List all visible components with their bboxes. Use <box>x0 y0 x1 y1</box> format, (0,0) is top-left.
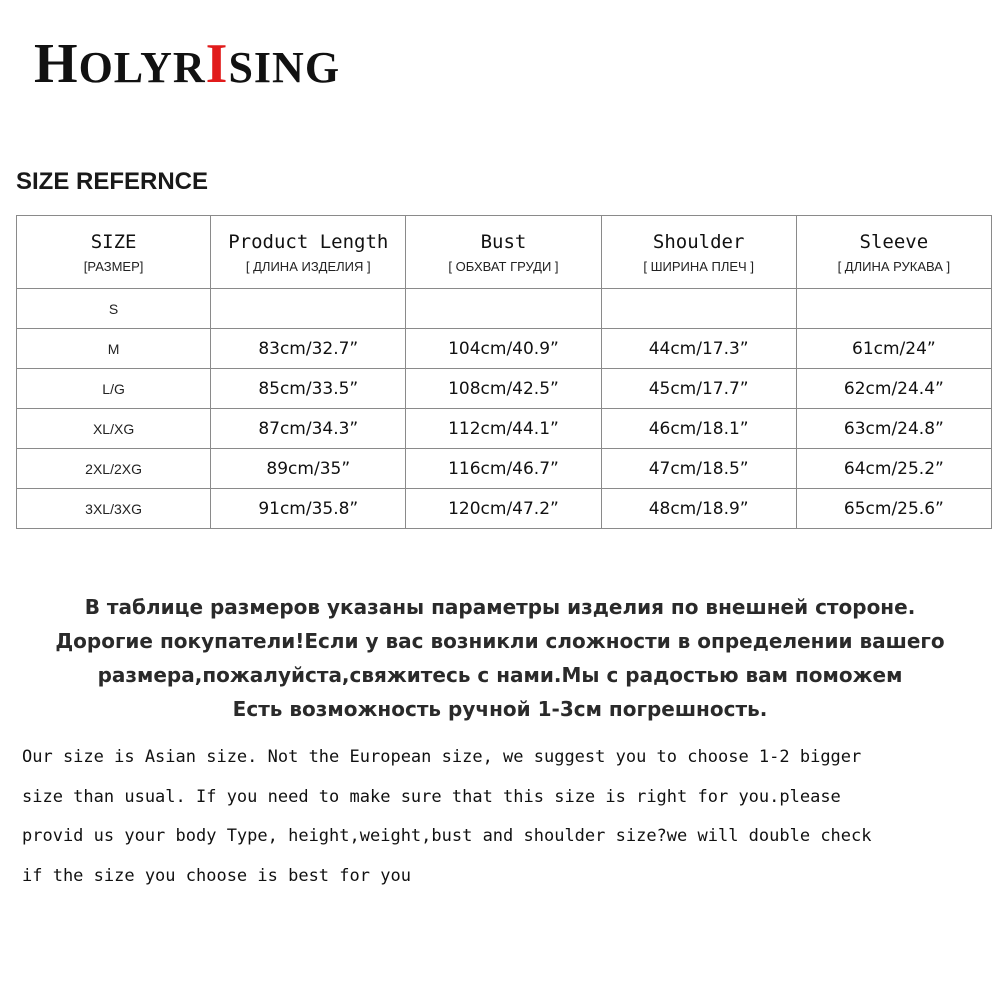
shoulder-cell: 47cm/18.5” <box>601 449 796 489</box>
length-cell: 89cm/35” <box>211 449 406 489</box>
header-sub: [ ШИРИНА ПЛЕЧ ] <box>643 258 754 274</box>
bust-cell: 120cm/47.2” <box>406 489 601 529</box>
header-size <box>17 216 211 289</box>
sleeve-cell: 64cm/25.2” <box>796 449 991 489</box>
russian-note-line: размера,пожалуйста,свяжитесь с нами.Мы с радостью вам поможем <box>97 663 903 687</box>
size-table <box>16 215 992 529</box>
bust-cell <box>406 289 601 329</box>
table-row <box>17 449 992 489</box>
english-note-line: provid us your body Type, height,weight,bust and shoulder size?we will double check <box>22 826 872 846</box>
shoulder-cell: 44cm/17.3” <box>601 329 796 369</box>
table-row <box>17 289 992 329</box>
header-sleeve <box>796 216 991 289</box>
sleeve-cell: 61cm/24” <box>796 329 991 369</box>
logo-first-letter: H <box>34 33 79 95</box>
table-row <box>17 329 992 369</box>
shoulder-cell <box>601 289 796 329</box>
header-main: Sleeve <box>859 230 929 253</box>
english-note-line: size than usual. If you need to make sure that this size is right for you.please <box>22 786 841 807</box>
brand-logo <box>34 33 341 95</box>
bust-cell: 104cm/40.9” <box>406 329 601 369</box>
header-sub: [ ОБХВАТ ГРУДИ ] <box>448 258 559 274</box>
header-shoulder <box>601 216 796 289</box>
sleeve-cell: 62cm/24.4” <box>796 369 991 409</box>
table-header-row <box>17 216 992 289</box>
size-cell: XL/XG <box>17 409 211 449</box>
section-title: SIZE REFERNCE <box>16 168 209 195</box>
russian-note-line: В таблице размеров указаны параметры изделия по внешней стороне. <box>84 595 916 619</box>
header-length <box>211 216 406 289</box>
russian-note-line: Дорогие покупатели!Если у вас возникли сложности в определении вашего <box>55 629 945 653</box>
shoulder-cell: 48cm/18.9” <box>601 489 796 529</box>
length-cell: 83cm/32.7” <box>211 329 406 369</box>
bust-cell: 108cm/42.5” <box>406 369 601 409</box>
english-note-line: Our size is Asian size. Not the European size, we suggest you to choose 1-2 bigger <box>22 747 862 767</box>
russian-note <box>0 590 1000 726</box>
length-cell: 85cm/33.5” <box>211 369 406 409</box>
header-main: SIZE <box>90 230 137 253</box>
length-cell: 91cm/35.8” <box>211 489 406 529</box>
table-row <box>17 489 992 529</box>
size-cell: 2XL/2XG <box>17 449 211 489</box>
sleeve-cell: 65cm/25.6” <box>796 489 991 529</box>
english-note <box>22 738 982 896</box>
size-cell: 3XL/3XG <box>17 489 211 529</box>
size-cell: S <box>17 289 211 329</box>
table-row <box>17 369 992 409</box>
logo-part-1: OLYR <box>78 43 206 92</box>
logo-red-letter: I <box>205 33 229 95</box>
bust-cell: 112cm/44.1” <box>406 409 601 449</box>
size-cell: M <box>17 329 211 369</box>
header-sub: [ ДЛИНА ИЗДЕЛИЯ ] <box>245 258 371 274</box>
shoulder-cell: 46cm/18.1” <box>601 409 796 449</box>
logo-part-2: SING <box>228 43 341 92</box>
header-main: Bust <box>480 230 527 253</box>
length-cell: 87cm/34.3” <box>211 409 406 449</box>
russian-note-line: Есть возможность ручной 1-3см погрешность. <box>232 697 768 721</box>
header-main: Product Length <box>228 230 389 253</box>
size-cell: L/G <box>17 369 211 409</box>
sleeve-cell: 63cm/24.8” <box>796 409 991 449</box>
shoulder-cell: 45cm/17.7” <box>601 369 796 409</box>
table-row <box>17 409 992 449</box>
header-bust <box>406 216 601 289</box>
bust-cell: 116cm/46.7” <box>406 449 601 489</box>
header-sub: [ ДЛИНА РУКАВА ] <box>837 258 951 274</box>
sleeve-cell <box>796 289 991 329</box>
header-sub: [РАЗМЕР] <box>83 258 144 274</box>
english-note-line: if the size you choose is best for you <box>22 865 411 886</box>
header-main: Shoulder <box>652 230 745 253</box>
length-cell <box>211 289 406 329</box>
